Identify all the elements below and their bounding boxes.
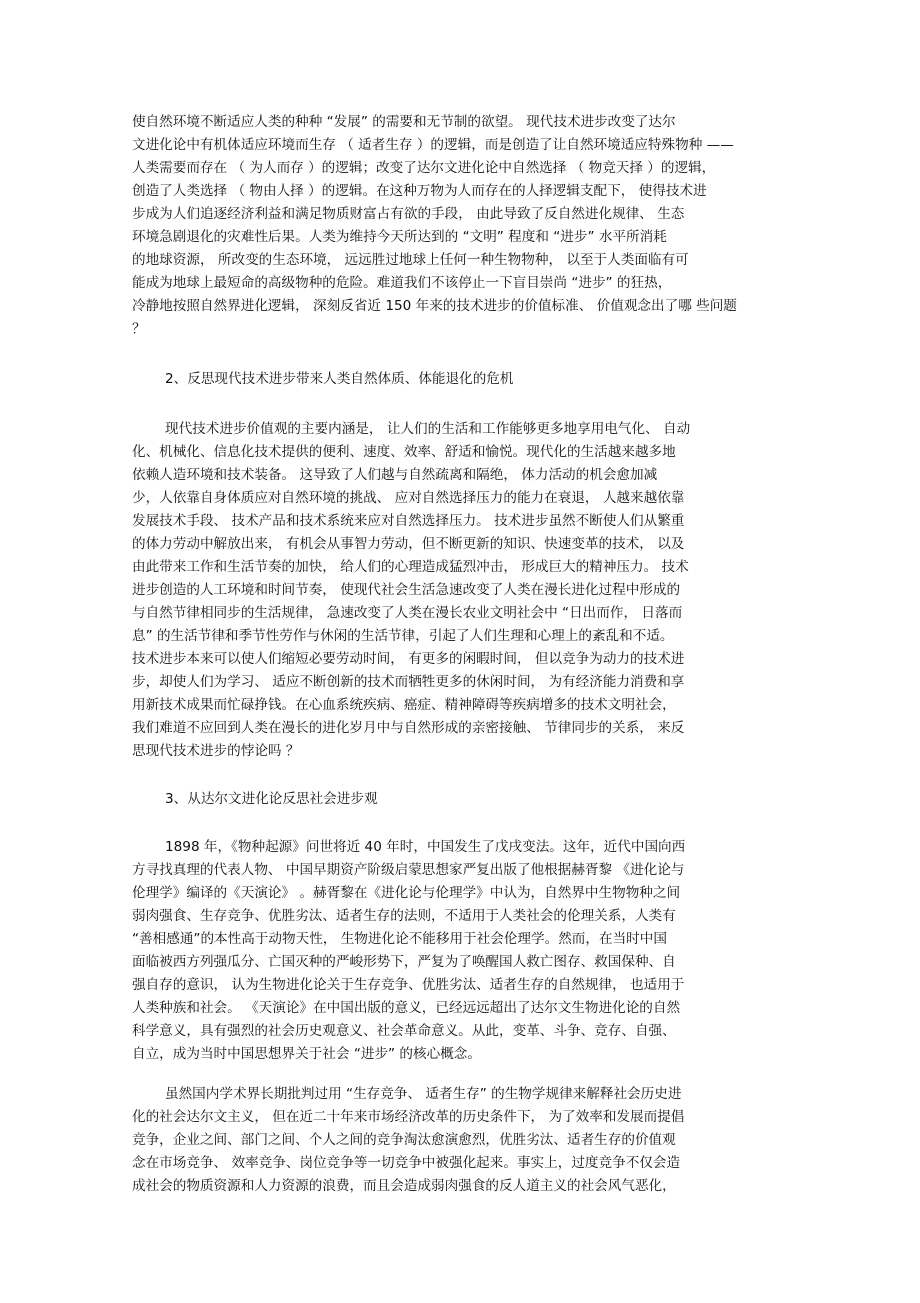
paragraph-line: 冷静地按照自然界进化逻辑， 深刻反省近 150 年来的技术进步的价值标准、 价值观念出了哪 些问题 xyxy=(132,298,737,314)
paragraph-line: 技术进步本来可以使人们缩短必要劳动时间， 有更多的闲暇时间， 但以竞争为动力的技术进 xyxy=(132,651,685,667)
paragraph-line: 步，却使人们为学习、 适应不断创新的技术而牺牲更多的休闲时间， 为有经济能力消费和享 xyxy=(132,674,685,690)
paragraph-line: 虽然国内学术界长期批判过用 “生存竞争、 适者生存” 的生物学规律来解释社会历史进 xyxy=(165,1086,682,1102)
paragraph-line: 的体力劳动中解放出来， 有机会从事智力劳动，但不断更新的知识、快速变革的技术， 以及 xyxy=(132,536,685,552)
paragraph-line: 的地球资源， 所改变的生态环境， 远远胜过地球上任何一种生物物种， 以至于人类面临有可 xyxy=(132,252,689,268)
paragraph-line: 成社会的物质资源和人力资源的浪费，而且会造成弱肉强食的反人道主义的社会风气恶化， xyxy=(132,1178,676,1194)
paragraph-line: 化、机械化、信息化技术提供的便利、速度、效率、舒适和愉悦。现代化的生活越来越多地 xyxy=(132,444,676,460)
paragraph-line: 少，人依靠自身体质应对自然环境的挑战、 应对自然选择压力的能力在衰退， 人越来越依靠 xyxy=(132,490,685,506)
paragraph-line: 创造了人类选择 （ 物由人择 ）的逻辑。在这种万物为人而存在的人择逻辑支配下， 使得技术进 xyxy=(132,183,707,199)
paragraph-line: 念在市场竞争、 效率竞争、岗位竞争等一切竞争中被强化起来。事实上，过度竞争不仅会造 xyxy=(132,1155,681,1171)
section-heading: 2、反思现代技术进步带来人类自然体质、体能退化的危机 xyxy=(165,371,514,387)
paragraph-line: 我们难道不应回到人类在漫长的进化岁月中与自然形成的亲密接触、 节律同步的关系， 来反 xyxy=(132,720,685,736)
paragraph-line: 思现代技术进步的悖论吗 ？ xyxy=(132,743,300,759)
paragraph-line: 伦理学》编译的《天演论》 。赫胥黎在《进化论与伦理学》中认为，自然界中生物物种之间 xyxy=(132,885,681,901)
section-heading: 3、从达尔文进化论反思社会进步观 xyxy=(165,791,378,807)
paragraph-line: 面临被西方列强瓜分、亡国灭种的严峻形势下，严复为了唤醒国人救亡图存、救国保种、自 xyxy=(132,954,676,970)
paragraph-line: 科学意义，具有强烈的社会历史观意义、社会革命意义。从此，变革、斗争、竞存、自强、 xyxy=(132,1023,676,1039)
paragraph-line: 由此带来工作和生活节奏的加快， 给人们的心理造成猛烈冲击， 形成巨大的精神压力。 技术 xyxy=(132,559,689,575)
paragraph-line: 化的社会达尔文主义， 但在近二十年来市场经济改革的历史条件下， 为了效率和发展而提倡 xyxy=(132,1109,685,1125)
paragraph-line: 方寻找真理的代表人物、 中国早期资产阶级启蒙思想家严复出版了他根据赫胥黎 《进化论与 xyxy=(132,862,685,878)
paragraph-line: 现代技术进步价值观的主要内涵是， 让人们的生活和工作能够更多地享用电气化、 自动 xyxy=(165,421,691,437)
paragraph-line: 步成为人们追逐经济利益和满足物质财富占有欲的手段， 由此导致了反自然进化规律、 生态 xyxy=(132,206,685,222)
paragraph-line: ？ xyxy=(132,321,146,337)
paragraph-line: 用新技术成果而忙碌挣钱。在心血系统疾病、癌症、精神障碍等疾病增多的技术文明社会， xyxy=(132,697,676,713)
paragraph-line: 人类种族和社会。 《天演论》在中国出版的意义，已经远远超出了达尔文生物进化论的自然 xyxy=(132,1000,681,1016)
paragraph-line: 能成为地球上最短命的高级物种的危险。难道我们不该停止一下盲目崇尚 “进步” 的狂热， xyxy=(132,275,672,291)
paragraph-line: 弱肉强食、生存竞争、优胜劣汰、适者生存的法则，不适用于人类社会的伦理关系，人类有 xyxy=(132,908,676,924)
paragraph-line: 自立，成为当时中国思想界关于社会 “进步” 的核心概念。 xyxy=(132,1046,481,1062)
paragraph-line: 竞争，企业之间、部门之间、个人之间的竞争淘汰愈演愈烈，优胜劣汰、适者生存的价值观 xyxy=(132,1132,676,1148)
paragraph-line: 环境急剧退化的灾难性后果。人类为维持今天所达到的 “文明” 程度和 “进步” 水平所消耗 xyxy=(132,229,667,245)
paragraph-line: 依赖人造环境和技术装备。 这导致了人们越与自然疏离和隔绝， 体力活动的机会愈加减 xyxy=(132,467,658,483)
paragraph-line: 文进化论中有机体适应环境而生存 （ 适者生存 ）的逻辑，而是创造了让自然环境适应特殊物种 —— xyxy=(132,137,734,153)
paragraph-line: 强自存的意识， 认为生物进化论关于生存竞争、优胜劣汰、适者生存的自然规律， 也适用于 xyxy=(132,977,685,993)
paragraph-line: 发展技术手段、 技术产品和技术系统来应对自然选择压力。 技术进步虽然不断使人们从繁重 xyxy=(132,513,685,529)
paragraph-line: 人类需要而存在 （ 为人而存 ）的逻辑；改变了达尔文进化论中自然选择 （ 物竞天择 ）的逻辑， xyxy=(132,160,716,176)
paragraph-line: 息” 的生活节律和季节性劳作与休闲的生活节律，引起了人们生理和心理上的紊乱和不适。 xyxy=(132,628,674,644)
paragraph-line: 与自然节律相同步的生活规律， 急速改变了人类在漫长农业文明社会中 “日出而作， 日落而 xyxy=(132,605,683,621)
paragraph-line: 使自然环境不断适应人类的种种 “发展” 的需要和无节制的欲望。 现代技术进步改变了达尔 xyxy=(132,114,676,130)
paragraph-line: “善相感通”的本性高于动物天性， 生物进化论不能移用于社会伦理学。然而，在当时中国 xyxy=(132,931,667,947)
paragraph-line: 进步创造的人工环境和时间节奏， 使现代社会生活急速改变了人类在漫长进化过程中形成的 xyxy=(132,582,681,598)
paragraph-line: 1898 年，《物种起源》问世将近 40 年时，中国发生了戊戌变法。这年，近代中国向西 xyxy=(165,839,686,855)
